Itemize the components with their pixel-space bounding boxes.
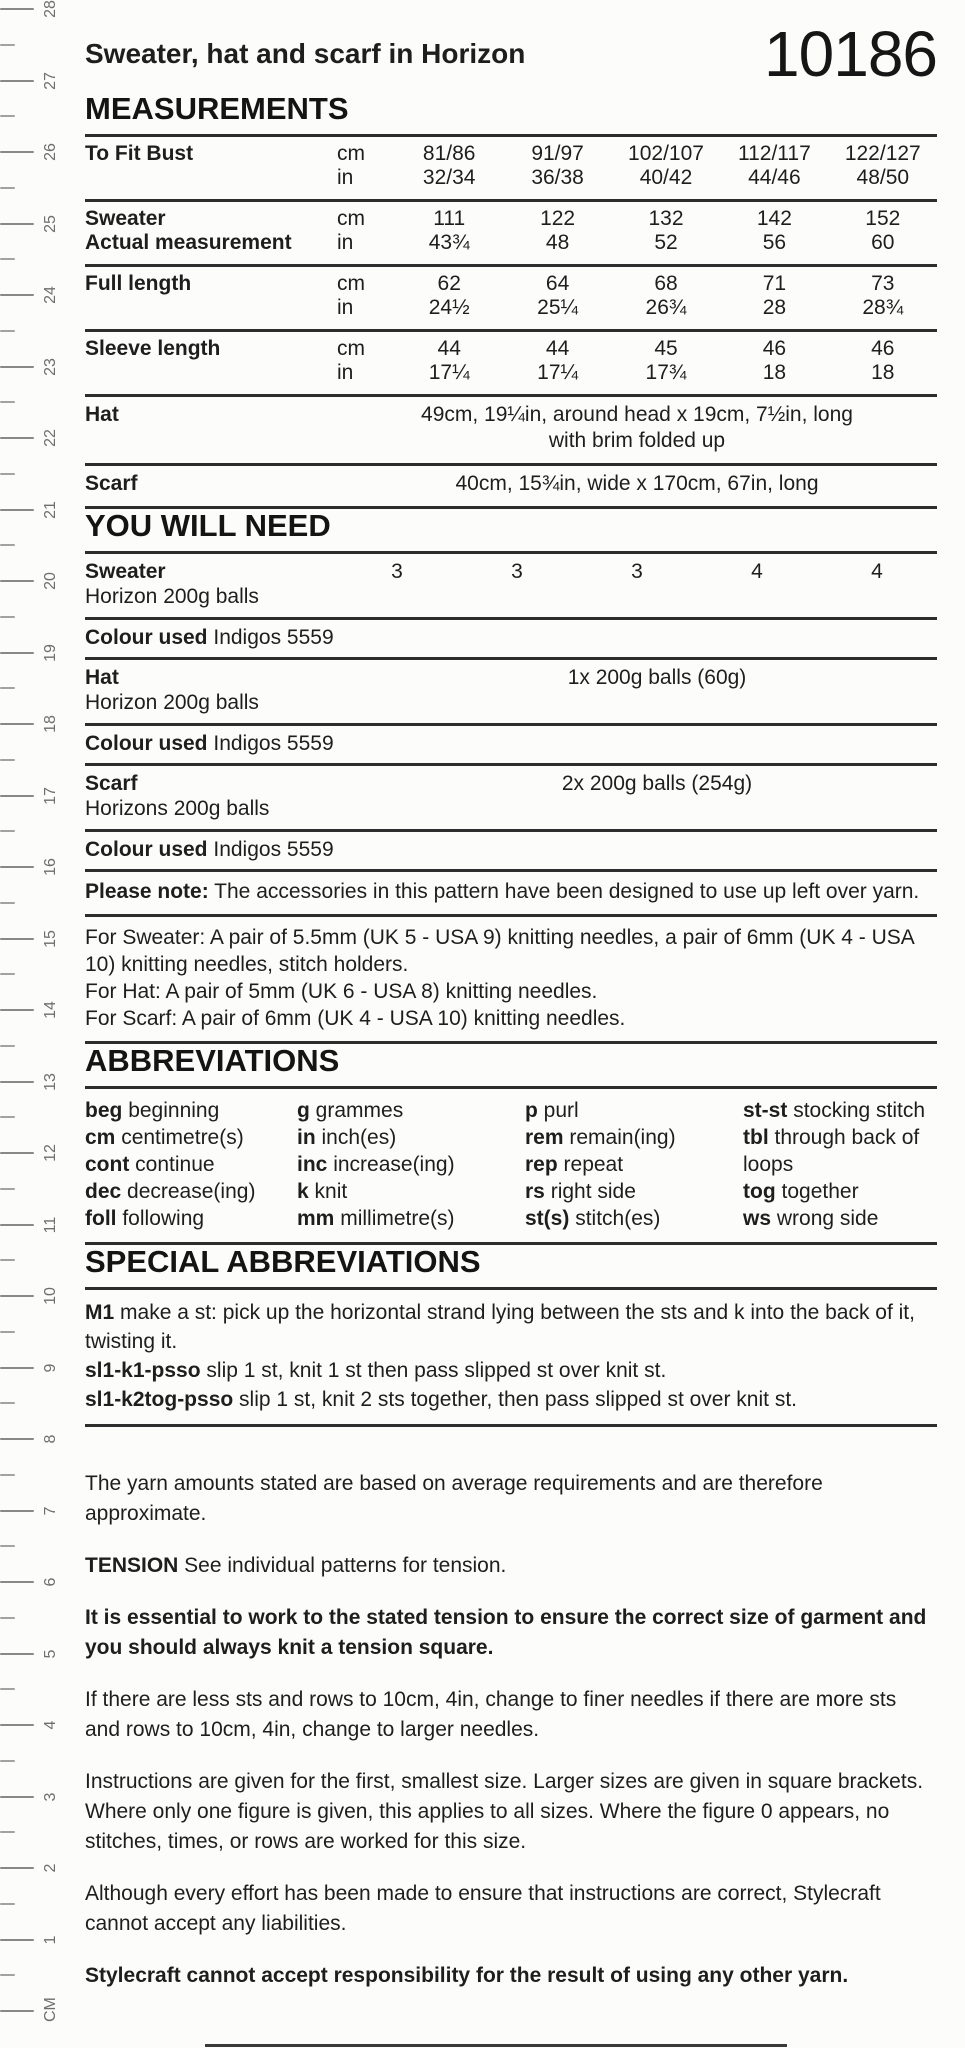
- ruler-tick-major: [0, 1510, 34, 1512]
- ruler-number: 22: [42, 429, 59, 447]
- ruler-tick-minor: [0, 330, 15, 332]
- table-row-full-length: [85, 264, 937, 329]
- size-value: 71: [762, 272, 787, 295]
- abbr-term: cm: [85, 1126, 116, 1149]
- size-value: 17¾: [645, 361, 687, 384]
- ruler-tick-minor: [0, 401, 15, 403]
- abbr-term: tog: [743, 1180, 776, 1203]
- ruler-tick-major: [0, 294, 34, 296]
- ywn-row-colour: [85, 829, 937, 869]
- row-label: Sweater: [85, 560, 166, 583]
- special-abbr-entry: [85, 1298, 937, 1356]
- size-value: 132: [648, 207, 684, 230]
- ruler-tick-major: [0, 795, 34, 797]
- scarf-measurement: 40cm, 15¾in, wide x 170cm, 67in, long: [455, 472, 819, 495]
- abbr-def: slip 1 st, knit 1 st then pass slipped st over knit st.: [200, 1359, 667, 1382]
- special-abbr-entry: [85, 1385, 937, 1414]
- size-value: 112/117: [737, 142, 811, 165]
- ruler-tick-minor: [0, 44, 15, 46]
- ball-count: 3: [511, 560, 523, 583]
- size-value: 45: [654, 337, 678, 360]
- ruler-tick-minor: [0, 544, 15, 546]
- ruler-number: 14: [42, 1001, 59, 1019]
- ruler-tick-major: [0, 437, 34, 439]
- ruler-tick-minor: [0, 473, 15, 475]
- ruler-tick-major: [0, 866, 34, 868]
- size-value: 28¾: [862, 296, 904, 319]
- ruler-tick-minor: [0, 1259, 15, 1261]
- ruler-number: 24: [42, 286, 59, 304]
- unit-label: in: [337, 361, 354, 384]
- ruler-tick-minor: [0, 1545, 15, 1547]
- unit-label: in: [337, 166, 354, 189]
- pattern-number: 10186: [764, 18, 937, 90]
- ruler-tick-major: [0, 1224, 34, 1226]
- colour-used-label: Colour used: [85, 838, 208, 861]
- unit-label: cm: [337, 272, 365, 295]
- size-value: 62: [437, 272, 461, 295]
- size-value: 73: [871, 272, 895, 295]
- abbr-entry: [297, 1151, 525, 1178]
- unit-label: in: [337, 231, 354, 254]
- unit-label: in: [337, 296, 354, 319]
- size-value: 36/38: [531, 166, 584, 189]
- colour-used-value: Indigos 5559: [213, 838, 334, 861]
- size-value: 68: [654, 272, 678, 295]
- abbr-term: sl1-k2tog-psso: [85, 1388, 234, 1411]
- abbr-entry: [85, 1178, 297, 1205]
- size-value: 102/107: [628, 142, 704, 165]
- ruler-number: 9: [42, 1363, 59, 1372]
- ruler-tick-major: [0, 1653, 34, 1655]
- row-label-2: [85, 361, 337, 385]
- size-value: 48/50: [856, 166, 910, 189]
- ruler-number: 8: [42, 1434, 59, 1444]
- ruler-tick-major: [0, 1724, 34, 1726]
- abbr-def: stitch(es): [575, 1207, 661, 1230]
- ruler-unit-label: CM: [42, 1997, 59, 2022]
- abbr-def: stocking stitch: [793, 1099, 926, 1122]
- ruler-number: 23: [42, 357, 59, 376]
- abbr-entry: [85, 1151, 297, 1178]
- unit-label: cm: [337, 142, 365, 165]
- size-value: 28: [762, 296, 787, 319]
- page-header: [85, 18, 937, 92]
- abbr-def: following: [122, 1207, 205, 1230]
- abbr-entry: [743, 1205, 937, 1232]
- ball-count: 3: [631, 560, 643, 583]
- abbr-entry: [525, 1124, 743, 1151]
- ruler-tick-major: [0, 938, 34, 940]
- abbr-def: wrong side: [776, 1207, 879, 1230]
- abbr-term: rem: [525, 1126, 564, 1149]
- unit-label: cm: [337, 337, 365, 360]
- table-row-sweater: [85, 199, 937, 264]
- ruler-tick-minor: [0, 1045, 15, 1047]
- size-value: 43¾: [428, 231, 470, 254]
- size-value: 46: [762, 337, 787, 360]
- size-value: 111: [433, 207, 466, 230]
- cm-ruler: [0, 0, 80, 2048]
- ruler-tick-major: [0, 1009, 34, 1011]
- abbr-def: together: [781, 1180, 859, 1203]
- ruler-tick-minor: [0, 1903, 15, 1905]
- size-value: 48: [545, 231, 570, 254]
- special-abbreviations-heading: SPECIAL ABBREVIATIONS: [85, 1244, 481, 1279]
- ruler-tick-major: [0, 1367, 34, 1369]
- needles-hat: For Hat: A pair of 5mm (UK 6 - USA 8) knitting needles.: [85, 980, 598, 1003]
- ruler-number: 26: [42, 143, 59, 161]
- size-value: 64: [545, 272, 570, 295]
- yarn-name: Horizons 200g balls: [85, 797, 270, 820]
- unit-label: cm: [337, 207, 365, 230]
- abbr-entry: [743, 1097, 937, 1124]
- abbr-entry: [85, 1124, 297, 1151]
- size-value: 44/46: [748, 166, 801, 189]
- ruler-number: 16: [42, 858, 59, 876]
- ruler-tick-major: [0, 1295, 34, 1297]
- abbr-def: inch(es): [321, 1126, 397, 1149]
- ruler-number: 3: [42, 1792, 59, 1801]
- abbr-term: inc: [297, 1153, 328, 1176]
- size-value: 44: [545, 337, 570, 360]
- abbr-term: p: [525, 1099, 538, 1122]
- ruler-number: 10: [42, 1287, 59, 1305]
- table-row-scarf: [85, 463, 937, 506]
- row-label-2: [85, 166, 337, 190]
- please-note-text: The accessories in this pattern have been designed to use up left over yarn.: [208, 880, 920, 903]
- abbr-def: knit: [314, 1180, 348, 1203]
- abbr-def: centimetre(s): [121, 1126, 244, 1149]
- size-value: 122/127: [844, 142, 921, 165]
- ball-amount: 1x 200g balls (60g): [567, 666, 747, 689]
- note-tension-essential: It is essential to work to the stated tension to ensure the correct size of garment and you should always knit a tension square.: [85, 1606, 927, 1659]
- abbr-def: repeat: [563, 1153, 624, 1176]
- ball-count: 4: [871, 560, 883, 583]
- row-label: Sweater: [85, 207, 166, 230]
- ruler-number: 21: [42, 500, 59, 519]
- row-label: Hat: [85, 666, 119, 689]
- abbr-term: ws: [743, 1207, 772, 1230]
- ruler-tick-major: [0, 8, 34, 10]
- abbr-term: k: [297, 1180, 309, 1203]
- ruler-number: 19: [42, 643, 59, 662]
- ruler-tick-major: [0, 1867, 34, 1869]
- ruler-tick-major: [0, 1581, 34, 1583]
- ruler-number: 17: [42, 786, 59, 805]
- ruler-number: 6: [42, 1577, 59, 1587]
- abbr-def: remain(ing): [569, 1126, 676, 1149]
- ruler-number: 13: [42, 1072, 59, 1091]
- abbr-term: st-st: [743, 1099, 788, 1122]
- ruler-tick-minor: [0, 759, 15, 761]
- ruler-number: 11: [42, 1216, 59, 1233]
- abbr-term: beg: [85, 1099, 123, 1122]
- abbr-def: through back of loops: [743, 1126, 920, 1176]
- abbr-term: in: [297, 1126, 316, 1149]
- measurements-heading: MEASUREMENTS: [85, 91, 349, 126]
- colour-used-value: Indigos 5559: [213, 626, 334, 649]
- page-title: Sweater, hat and scarf in Horizon: [85, 38, 526, 69]
- ruler-tick-minor: [0, 1402, 15, 1404]
- abbr-def: grammes: [315, 1099, 404, 1122]
- abbr-column-4: [743, 1097, 937, 1232]
- size-value: 32/34: [422, 166, 476, 189]
- row-label: To Fit Bust: [85, 142, 194, 165]
- size-value: 60: [871, 231, 895, 254]
- abbr-entry: [525, 1151, 743, 1178]
- ywn-row-hat: [85, 657, 937, 723]
- abbr-entry: [525, 1097, 743, 1124]
- ruler-tick-minor: [0, 1116, 15, 1118]
- abbr-entry: [525, 1178, 743, 1205]
- ywn-row-note: [85, 869, 937, 914]
- ruler-tick-major: [0, 723, 34, 725]
- table-row-hat: [85, 394, 937, 463]
- yarn-name: Horizon 200g balls: [85, 585, 259, 608]
- ruler-tick-minor: [0, 1760, 15, 1762]
- ruler-tick-minor: [0, 258, 15, 260]
- ywn-row-colour: [85, 723, 937, 763]
- ruler-tick-major: [0, 509, 34, 511]
- ball-amount: 2x 200g balls (254g): [561, 772, 753, 795]
- tension-text: See individual patterns for tension.: [178, 1554, 507, 1577]
- abbr-term: M1: [85, 1301, 115, 1324]
- size-value: 81/86: [422, 142, 476, 165]
- ruler-tick-major: [0, 1438, 34, 1440]
- ruler-tick-minor: [0, 1688, 15, 1690]
- ball-count: 4: [751, 560, 763, 583]
- ywn-row-sweater: [85, 551, 937, 617]
- abbreviations-grid: [85, 1097, 937, 1232]
- ruler-number: 5: [42, 1649, 59, 1658]
- you-will-need-table: [85, 551, 937, 1044]
- ruler-tick-minor: [0, 115, 15, 117]
- ruler-number: 25: [42, 214, 59, 233]
- note-sizes-info: Instructions are given for the first, smallest size. Larger sizes are given in square brackets. Where only one figure is given, this applies to all sizes. Where the figure 0 appears, no stitches, times, or rows are worked for this size.: [85, 1770, 924, 1853]
- table-row-to-fit-bust: [85, 134, 937, 199]
- size-value: 25¼: [537, 296, 579, 319]
- row-label: Scarf: [85, 772, 138, 795]
- row-label-2: [85, 296, 337, 320]
- note-yarn-amounts: The yarn amounts stated are based on average requirements and are therefore approximate.: [85, 1472, 823, 1525]
- abbr-def: purl: [543, 1099, 579, 1122]
- special-abbreviations-box: [85, 1287, 937, 1427]
- size-value: 56: [762, 231, 787, 254]
- ruler-tick-minor: [0, 1188, 15, 1190]
- abbr-def: continue: [135, 1153, 215, 1176]
- abbr-term: mm: [297, 1207, 335, 1230]
- abbr-column-1: [85, 1097, 297, 1232]
- ywn-row-needles: [85, 914, 937, 1041]
- ruler-tick-minor: [0, 1474, 15, 1476]
- abbr-entry: [297, 1205, 525, 1232]
- abbr-def: beginning: [128, 1099, 220, 1122]
- abbr-column-3: [525, 1097, 743, 1232]
- abbr-def: right side: [550, 1180, 636, 1203]
- row-label: Scarf: [85, 472, 138, 495]
- abbr-term: st(s): [525, 1207, 570, 1230]
- size-value: 46: [871, 337, 895, 360]
- size-value: 152: [865, 207, 901, 230]
- abbr-term: dec: [85, 1180, 122, 1203]
- abbr-def: decrease(ing): [127, 1180, 256, 1203]
- note-needle-change: If there are less sts and rows to 10cm, 4in, change to finer needles if there are more sts and rows to 10cm, 4in, change to larger needles.: [85, 1688, 897, 1741]
- note-other-yarn: Stylecraft cannot accept responsibility for the result of using any other yarn.: [85, 1964, 849, 1987]
- abbr-def: slip 1 st, knit 2 sts together, then pass slipped st over knit st.: [233, 1388, 797, 1411]
- abbr-entry: [85, 1097, 297, 1124]
- special-abbr-entry: [85, 1356, 937, 1385]
- ruler-tick-major: [0, 1796, 34, 1798]
- row-label: Sleeve length: [85, 337, 221, 360]
- ruler-number: 12: [42, 1144, 59, 1162]
- please-note-label: Please note:: [85, 880, 209, 903]
- ruler-tick-minor: [0, 830, 15, 832]
- size-value: 52: [654, 231, 678, 254]
- ruler-number: 20: [42, 572, 59, 590]
- size-value: 24½: [428, 296, 470, 319]
- abbr-column-2: [297, 1097, 525, 1232]
- row-label-2: Actual measurement: [85, 231, 292, 254]
- hat-measurement: [337, 402, 937, 454]
- abbr-entry: [297, 1178, 525, 1205]
- pattern-page: [85, 0, 937, 1991]
- abbr-entry: [297, 1124, 525, 1151]
- abbr-entry: [525, 1205, 743, 1232]
- ruler-number: 1: [42, 1935, 59, 1944]
- ruler-tick-minor: [0, 1331, 15, 1333]
- ruler-tick-major: [0, 580, 34, 582]
- ruler-tick-minor: [0, 1831, 15, 1833]
- ywn-row-scarf: [85, 763, 937, 829]
- size-value: 122: [540, 207, 576, 230]
- abbr-term: sl1-k1-psso: [85, 1359, 201, 1382]
- ruler-tick-major: [0, 366, 34, 368]
- abbr-term: tbl: [743, 1126, 769, 1149]
- row-label: Full length: [85, 272, 192, 295]
- page-bottom-mark: [205, 2044, 787, 2047]
- size-value: 142: [756, 207, 792, 230]
- abbr-term: cont: [85, 1153, 130, 1176]
- ruler-number: 18: [42, 715, 59, 733]
- measurements-table: [85, 134, 937, 509]
- size-value: 91/97: [531, 142, 584, 165]
- abbr-entry: [85, 1205, 297, 1232]
- colour-used-label: Colour used: [85, 732, 208, 755]
- ruler-tick-major: [0, 652, 34, 654]
- abbr-term: foll: [85, 1207, 117, 1230]
- colour-used-value: Indigos 5559: [213, 732, 334, 755]
- note-liability: Although every effort has been made to ensure that instructions are correct, Stylecraft cannot accept any liabilities.: [85, 1882, 881, 1935]
- row-label: Hat: [85, 403, 119, 426]
- abbreviations-table: [85, 1086, 937, 1245]
- hat-measurement-line1: 49cm, 19¼in, around head x 19cm, 7½in, long: [421, 403, 853, 426]
- ruler-tick-major: [0, 2010, 34, 2012]
- ruler-tick-major: [0, 1081, 34, 1083]
- size-value: 44: [437, 337, 461, 360]
- ruler-number: 7: [42, 1506, 59, 1515]
- abbr-def: increase(ing): [333, 1153, 455, 1176]
- ruler-tick-minor: [0, 616, 15, 618]
- abbr-entry: [743, 1178, 937, 1205]
- size-value: 26¾: [645, 296, 687, 319]
- size-value: 18: [762, 361, 787, 384]
- needles-scarf: For Scarf: A pair of 6mm (UK 4 - USA 10) knitting needles.: [85, 1007, 626, 1030]
- size-value: 17¼: [428, 361, 470, 384]
- abbr-term: g: [297, 1099, 310, 1122]
- ruler-tick-major: [0, 1939, 34, 1941]
- ruler-tick-minor: [0, 1974, 15, 1976]
- size-value: 18: [871, 361, 895, 384]
- ruler-tick-minor: [0, 973, 15, 975]
- ruler-tick-major: [0, 80, 34, 82]
- abbr-term: rs: [525, 1180, 545, 1203]
- note-tension: [85, 1551, 937, 1581]
- ruler-tick-minor: [0, 687, 15, 689]
- ruler-number: 28: [42, 0, 59, 18]
- ruler-tick-major: [0, 1152, 34, 1154]
- you-will-need-heading: YOU WILL NEED: [85, 508, 331, 543]
- abbr-entry: [297, 1097, 525, 1124]
- ruler-tick-minor: [0, 187, 15, 189]
- yarn-name: Horizon 200g balls: [85, 691, 259, 714]
- abbr-term: rep: [525, 1153, 558, 1176]
- abbreviations-heading: ABBREVIATIONS: [85, 1043, 340, 1078]
- ruler-tick-major: [0, 223, 34, 225]
- abbr-def: millimetre(s): [340, 1207, 455, 1230]
- needles-sweater: For Sweater: A pair of 5.5mm (UK 5 - USA 9) knitting needles, a pair of 6mm (UK 4 - USA 10) knitting needles, stitch holders.: [85, 926, 914, 976]
- colour-used-label: Colour used: [85, 626, 208, 649]
- ruler-number: 2: [42, 1863, 59, 1873]
- size-value: 17¼: [537, 361, 579, 384]
- size-value: 40/42: [639, 166, 693, 189]
- ruler-number: 4: [42, 1720, 59, 1730]
- tension-label: TENSION: [85, 1554, 179, 1577]
- abbr-def: make a st: pick up the horizontal strand lying between the sts and k into the back of it, twisting it.: [85, 1301, 915, 1353]
- ruler-number: 27: [42, 71, 59, 90]
- ruler-number: 15: [42, 929, 59, 948]
- ywn-row-colour: [85, 617, 937, 657]
- hat-measurement-line2: with brim folded up: [548, 429, 726, 452]
- ruler-tick-minor: [0, 902, 15, 904]
- table-row-sleeve-length: [85, 329, 937, 394]
- ruler-tick-minor: [0, 1617, 15, 1619]
- abbr-entry: [743, 1124, 937, 1178]
- ball-count: 3: [391, 560, 403, 583]
- ruler-tick-major: [0, 151, 34, 153]
